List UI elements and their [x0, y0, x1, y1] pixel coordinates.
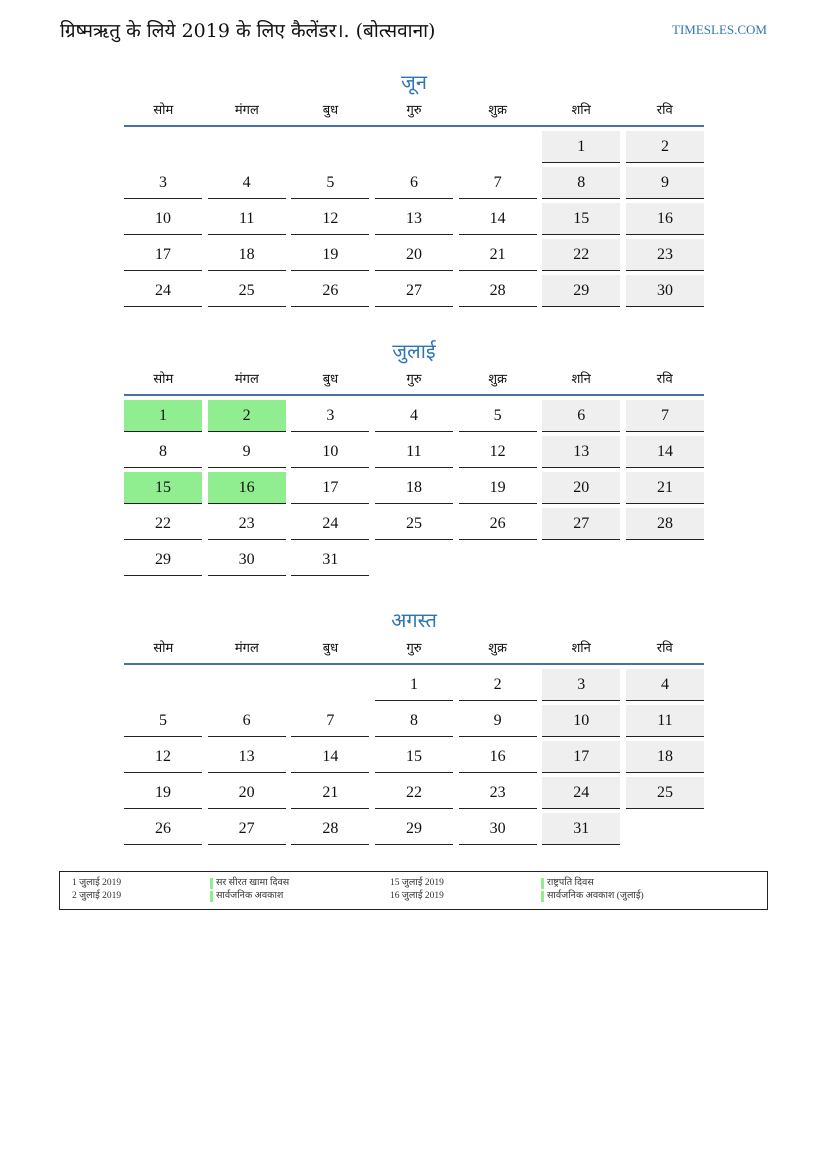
empty-cell [291, 131, 369, 163]
day-cell: 30 [459, 813, 537, 845]
day-cell: 19 [291, 239, 369, 271]
page-title: ग्रिष्मऋतु के लिये 2019 के लिए कैलेंडर।. (बोत्सवाना) [60, 20, 436, 42]
empty-cell [208, 669, 286, 701]
holiday-legend [59, 871, 768, 910]
day-cell: 3 [291, 400, 369, 432]
empty-cell [208, 131, 286, 163]
day-cell: 5 [124, 705, 202, 737]
day-cell: 7 [626, 400, 704, 432]
day-cell: 19 [124, 777, 202, 809]
day-cell: 23 [459, 777, 537, 809]
day-cell: 1 [542, 131, 620, 163]
weekday-label: बुध [322, 103, 339, 118]
day-cell: 28 [626, 508, 704, 540]
day-cell: 10 [124, 203, 202, 235]
weekday-label: गुरु [406, 103, 422, 118]
legend-holiday-name: सार्वजनिक अवकाश [210, 890, 283, 902]
day-cell: 6 [208, 705, 286, 737]
holiday-day-cell: 2 [208, 400, 286, 432]
day-cell: 18 [208, 239, 286, 271]
day-cell: 9 [459, 705, 537, 737]
day-cell: 6 [375, 167, 453, 199]
weekday-label: मंगल [234, 641, 259, 656]
day-cell: 10 [542, 705, 620, 737]
weekday-label: मंगल [234, 372, 259, 387]
weekday-label: गुरु [406, 372, 422, 387]
weekday-header [124, 96, 704, 127]
holiday-day-cell: 15 [124, 472, 202, 504]
day-cell: 14 [459, 203, 537, 235]
day-cell: 31 [542, 813, 620, 845]
day-cell: 12 [124, 741, 202, 773]
day-cell: 31 [291, 544, 369, 576]
day-cell: 7 [291, 705, 369, 737]
day-cell: 15 [542, 203, 620, 235]
empty-cell [291, 669, 369, 701]
day-cell: 17 [124, 239, 202, 271]
month-title: अगस्त [391, 608, 437, 632]
day-cell: 26 [124, 813, 202, 845]
weekday-label: बुध [322, 372, 339, 387]
day-cell: 22 [124, 508, 202, 540]
day-cell: 14 [626, 436, 704, 468]
day-cell: 19 [459, 472, 537, 504]
day-cell: 27 [542, 508, 620, 540]
day-cell: 6 [542, 400, 620, 432]
empty-cell [459, 131, 537, 163]
holiday-day-cell: 16 [208, 472, 286, 504]
day-cell: 8 [375, 705, 453, 737]
day-cell: 4 [208, 167, 286, 199]
weekday-label: शनि [571, 641, 591, 656]
day-cell: 21 [626, 472, 704, 504]
holiday-day-cell: 1 [124, 400, 202, 432]
day-cell: 25 [208, 275, 286, 307]
weekday-label: गुरु [406, 641, 422, 656]
day-grid [124, 131, 704, 307]
empty-cell [124, 669, 202, 701]
weekday-label: रवि [656, 372, 673, 387]
day-cell: 20 [208, 777, 286, 809]
day-cell: 16 [626, 203, 704, 235]
day-cell: 14 [291, 741, 369, 773]
day-cell: 30 [626, 275, 704, 307]
day-cell: 2 [459, 669, 537, 701]
day-cell: 12 [459, 436, 537, 468]
day-cell: 23 [208, 508, 286, 540]
day-cell: 24 [542, 777, 620, 809]
day-cell: 12 [291, 203, 369, 235]
day-cell: 25 [375, 508, 453, 540]
day-cell: 29 [124, 544, 202, 576]
day-cell: 11 [375, 436, 453, 468]
day-cell: 20 [375, 239, 453, 271]
day-cell: 16 [459, 741, 537, 773]
weekday-label: शनि [571, 372, 591, 387]
day-cell: 10 [291, 436, 369, 468]
day-cell: 7 [459, 167, 537, 199]
month-july [124, 337, 704, 576]
weekday-label: शनि [571, 103, 591, 118]
site-link[interactable]: TIMESLES.COM [672, 22, 767, 37]
day-grid [124, 669, 704, 845]
weekday-header [124, 365, 704, 396]
day-cell: 3 [542, 669, 620, 701]
day-cell: 5 [459, 400, 537, 432]
empty-cell [375, 131, 453, 163]
month-title: जून [401, 70, 427, 94]
day-cell: 15 [375, 741, 453, 773]
day-cell: 1 [375, 669, 453, 701]
day-cell: 17 [542, 741, 620, 773]
day-cell: 17 [291, 472, 369, 504]
month-title: जुलाई [392, 339, 436, 363]
legend-holiday-name: राष्ट्रपति दिवस [541, 877, 594, 889]
day-cell: 5 [291, 167, 369, 199]
weekday-label: शुक्र [488, 103, 508, 118]
empty-cell [124, 131, 202, 163]
month-june [124, 68, 704, 307]
day-cell: 9 [208, 436, 286, 468]
legend-date: 15 जुलाई 2019 [390, 878, 444, 888]
day-cell: 2 [626, 131, 704, 163]
weekday-label: शुक्र [488, 372, 508, 387]
weekday-label: सोम [153, 103, 174, 118]
weekday-label: सोम [153, 641, 174, 656]
day-cell: 29 [375, 813, 453, 845]
legend-date: 16 जुलाई 2019 [390, 891, 444, 901]
day-cell: 27 [375, 275, 453, 307]
day-cell: 13 [375, 203, 453, 235]
day-cell: 3 [124, 167, 202, 199]
day-cell: 28 [291, 813, 369, 845]
day-cell: 11 [208, 203, 286, 235]
day-cell: 21 [459, 239, 537, 271]
weekday-header [124, 634, 704, 665]
day-cell: 21 [291, 777, 369, 809]
month-august [124, 606, 704, 845]
day-cell: 4 [626, 669, 704, 701]
day-cell: 24 [124, 275, 202, 307]
day-cell: 4 [375, 400, 453, 432]
day-cell: 18 [626, 741, 704, 773]
weekday-label: रवि [656, 641, 673, 656]
day-cell: 30 [208, 544, 286, 576]
legend-date: 2 जुलाई 2019 [72, 891, 122, 901]
day-cell: 13 [208, 741, 286, 773]
day-cell: 25 [626, 777, 704, 809]
day-cell: 8 [542, 167, 620, 199]
legend-holiday-name: सर सीरत खामा दिवस [210, 877, 289, 889]
legend-holiday-name: सार्वजनिक अवकाश (जुलाई) [541, 890, 644, 902]
day-cell: 13 [542, 436, 620, 468]
weekday-label: रवि [656, 103, 673, 118]
weekday-label: मंगल [234, 103, 259, 118]
weekday-label: बुध [322, 641, 339, 656]
weekday-label: शुक्र [488, 641, 508, 656]
day-cell: 18 [375, 472, 453, 504]
day-cell: 22 [542, 239, 620, 271]
day-cell: 26 [459, 508, 537, 540]
day-cell: 28 [459, 275, 537, 307]
day-cell: 9 [626, 167, 704, 199]
day-cell: 20 [542, 472, 620, 504]
legend-date: 1 जुलाई 2019 [72, 878, 122, 888]
day-grid [124, 400, 704, 576]
day-cell: 24 [291, 508, 369, 540]
day-cell: 27 [208, 813, 286, 845]
day-cell: 26 [291, 275, 369, 307]
day-cell: 29 [542, 275, 620, 307]
day-cell: 8 [124, 436, 202, 468]
day-cell: 22 [375, 777, 453, 809]
day-cell: 11 [626, 705, 704, 737]
weekday-label: सोम [153, 372, 174, 387]
day-cell: 23 [626, 239, 704, 271]
